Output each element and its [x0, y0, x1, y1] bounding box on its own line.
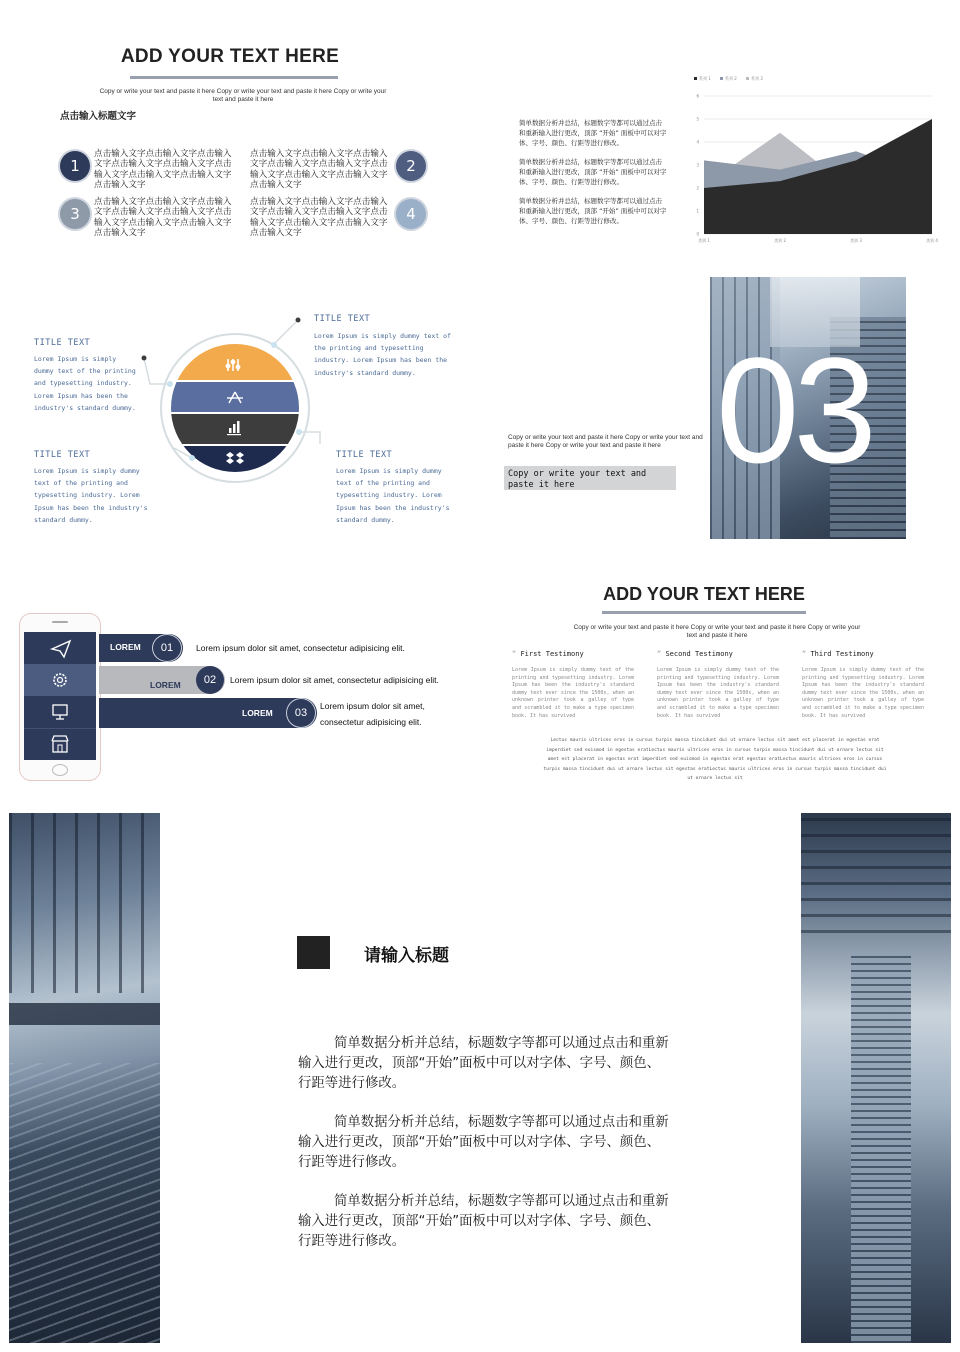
slide5-subtitle: Copy or write your text and paste it here Copy or write your text and paste it here Copy or write your text and paste it here	[573, 624, 861, 639]
y-tick-label: 5	[696, 116, 699, 122]
slide-title-photos	[0, 810, 960, 1352]
title-square-icon	[297, 936, 330, 969]
circle-diagram	[130, 308, 330, 518]
chart-paragraph-1: 简单数据分析并总结，标题数字等都可以通过点击和重新输入进行更改，顶部 “开始” 面板中可以对字体、字号、颜色、行距等进行修改。	[519, 119, 667, 147]
lorem-bar-3-number: 03	[286, 698, 316, 728]
testimony-1-text: Lorem Ipsum is simply dummy text of the printing and typesetting industry. Lorem Ipsum has been the industry's standard dummy text ever since the 1500s, when an unknown printer took a galley of type and scrambled it to make a type specimen book. It has survived	[512, 667, 634, 719]
phone-mockup	[19, 613, 101, 781]
equalizer-icon	[226, 359, 239, 371]
phone-home-button[interactable]	[52, 764, 68, 776]
testimony-3-text: Lorem Ipsum is simply dummy text of the printing and typesetting industry. Lorem Ipsum has been the industry's standard dummy text ever since the 1500s, when an unknown printer took a galley of type and scrambled it to make a type specimen book. It has survived	[802, 667, 924, 719]
y-tick-label: 2	[696, 185, 699, 191]
slide-numbered-items	[0, 0, 480, 264]
left-bottom-title: TITLE TEXT	[34, 450, 91, 460]
item-text-3: 点击输入文字点击输入文字点击输入文字点击输入文字点击输入文字点击输入文字点击输入文字点击输入文字点击输入文字	[94, 197, 232, 238]
connector-dot	[189, 455, 195, 461]
item-text-1: 点击输入文字点击输入文字点击输入文字点击输入文字点击输入文字点击输入文字点击输入文字点击输入文字点击输入文字	[94, 149, 232, 190]
y-tick-label: 6	[696, 93, 699, 99]
connector-dot	[142, 356, 147, 361]
right-bottom-text: Lorem Ipsum is simply dummy text of the printing and typesetting industry. Lorem Ipsum has been the industry's standard dummy.	[336, 467, 450, 524]
lorem-bar-1-text: Lorem ipsum dolor sit amet, consectetur adipisicing elit.	[196, 643, 405, 653]
quote-icon: “	[657, 650, 666, 658]
lorem-bar-3	[99, 698, 317, 728]
phone-row-2[interactable]	[24, 664, 96, 696]
y-tick-label: 4	[696, 139, 699, 145]
lorem-bar-2-number: 02	[196, 666, 224, 694]
left-top-title: TITLE TEXT	[34, 338, 91, 348]
right-top-title: TITLE TEXT	[314, 314, 371, 324]
slide-circle-infographic	[0, 268, 480, 558]
slide5-footer-text: Lectus mauris ultrices eros in cursus turpis massa tincidunt dui ut ornare lectus sit amet est placerat in egestas erat imperdiet sed euismod in egestas eratLectus mauris ultrices eros in cursus turpis massa tincidunt dui ut ornare lectus sit amet est placerat in egestas erat imperdiet sed euismod in egestas erat egestas eratLectus mauris ultrices eros in cursus turpis massa tincidunt dui ut ornare lectus sit egestas eratLectus mauris ultrices eros in cursus turpis massa tincidunt dui ut ornare lectus sit	[543, 738, 887, 781]
lorem-bar-3-text: Lorem ipsum dolor sit amet, consectetur adipisicing elit.	[320, 701, 425, 727]
x-tick-label: 类别 1	[698, 238, 710, 243]
lorem-bar-3-label: LOREM	[242, 708, 273, 718]
phone-row-4[interactable]	[24, 728, 96, 760]
lorem-bar-1-number: 01	[152, 634, 182, 662]
legend-swatch	[746, 77, 749, 80]
connector-dot	[296, 429, 302, 435]
big-number-03: 03	[716, 326, 871, 494]
facade-lower	[9, 1063, 160, 1343]
phone-speaker	[52, 621, 68, 623]
title-underline	[602, 611, 806, 614]
legend-entry: 系列 1	[699, 76, 711, 81]
store-icon	[24, 728, 96, 760]
legend-entry: 系列 2	[725, 76, 737, 81]
x-tick-label: 类别 4	[926, 238, 938, 243]
right-building-photo	[801, 813, 951, 1343]
y-tick-label: 3	[696, 162, 699, 168]
phone-screen	[24, 632, 96, 760]
connector-dot	[296, 318, 301, 323]
slide6-paragraph-2: 简单数据分析并总结，标题数字等都可以通过点击和重新输入进行更改，顶部“开始”面板中可以对字体、字号、颜色、行距等进行修改。	[298, 1115, 669, 1170]
gear-icon	[24, 664, 96, 696]
testimony-1-title: “ First Testimony	[512, 650, 584, 658]
chart-paragraph-2: 简单数据分析并总结，标题数字等都可以通过点击和重新输入进行更改，顶部 “开始” 面板中可以对字体、字号、颜色、行距等进行修改。	[519, 158, 667, 186]
paper-plane-icon	[24, 632, 96, 664]
legend-entry: 系列 3	[751, 76, 763, 81]
slide6-paragraph-1: 简单数据分析并总结，标题数字等都可以通过点击和重新输入进行更改，顶部“开始”面板中可以对字体、字号、颜色、行距等进行修改。	[298, 1036, 669, 1091]
connector-right-top	[274, 322, 296, 344]
right-bottom-title: TITLE TEXT	[336, 450, 393, 460]
left-bottom-text: Lorem Ipsum is simply dummy text of the printing and typesetting industry. Lorem Ipsum has been the industry's standard dummy.	[34, 467, 148, 524]
area-chart	[690, 70, 942, 250]
item-text-2: 点击输入文字点击输入文字点击输入文字点击输入文字点击输入文字点击输入文字点击输入文字点击输入文字点击输入文字	[250, 149, 388, 190]
left-building-photo	[9, 813, 160, 1343]
lorem-bar-1-label: LOREM	[110, 642, 141, 652]
testimony-2-text: Lorem Ipsum is simply dummy text of the printing and typesetting industry. Lorem Ipsum has been the industry's standard dummy text ever since the 1500s, when an unknown printer took a galley of type and scrambled it to make a type specimen book. It has survived	[657, 667, 779, 719]
building-photo	[710, 277, 906, 539]
facade-grid	[9, 813, 160, 993]
left-top-text: Lorem Ipsum is simply dummy text of the printing and typesetting industry. Lorem Ipsum has been the industry's standard dummy.	[34, 355, 136, 412]
slide6-paragraph-3: 简单数据分析并总结，标题数字等都可以通过点击和重新输入进行更改，顶部“开始”面板中可以对字体、字号、颜色、行距等进行修改。	[298, 1194, 669, 1249]
slide5-title: ADD YOUR TEXT HERE	[603, 584, 805, 604]
slide1-title: ADD YOUR TEXT HERE	[120, 46, 340, 67]
tower-shape	[851, 953, 911, 1343]
lorem-bar-2-label: LOREM	[150, 680, 181, 690]
slide1-subtitle: Copy or write your text and paste it here Copy or write your text and paste it here Copy or write your text and paste it here	[99, 88, 387, 103]
x-tick-label: 类别 3	[850, 238, 862, 243]
facade-beam	[9, 1003, 160, 1025]
phone-row-3[interactable]	[24, 696, 96, 729]
testimony-3-title: “ Third Testimony	[802, 650, 874, 658]
right-top-text: Lorem Ipsum is simply dummy text of the printing and typesetting industry. Lorem Ipsum has been the industry's standard dummy.	[314, 332, 451, 377]
slide3-copy-text: Copy or write your text and paste it here Copy or write your text and paste it here Copy or write your text and paste it here	[508, 434, 703, 449]
phone-row-1[interactable]	[24, 632, 96, 665]
chart-paragraph-3: 简单数据分析并总结，标题数字等都可以通过点击和重新输入进行更改，顶部 “开始” 面板中可以对字体、字号、颜色、行距等进行修改。	[519, 197, 667, 225]
item-text-4: 点击输入文字点击输入文字点击输入文字点击输入文字点击输入文字点击输入文字点击输入文字点击输入文字点击输入文字	[250, 197, 388, 238]
slide3-copy-box: Copy or write your text and paste it here	[504, 466, 676, 490]
band-blue	[160, 382, 310, 412]
slide6-title: 请输入标题	[364, 946, 449, 966]
slide-photo-03	[482, 268, 960, 558]
connector-dot	[271, 342, 277, 348]
number-badge-1: 1	[60, 151, 90, 181]
slide-phone-rows	[0, 560, 480, 808]
quote-icon: “	[802, 650, 811, 658]
testimony-2-title: “ Second Testimony	[657, 650, 733, 658]
number-badge-2: 2	[396, 151, 426, 181]
slide1-heading: 点击输入标题文字	[60, 111, 137, 122]
title-underline	[130, 76, 338, 79]
number-badge-3: 3	[60, 199, 90, 229]
lorem-bar-2-text: Lorem ipsum dolor sit amet, consectetur adipisicing elit.	[230, 675, 439, 685]
quote-icon: “	[512, 650, 521, 658]
facade-grid	[801, 813, 951, 933]
legend-swatch	[694, 77, 697, 80]
y-tick-label: 0	[696, 231, 699, 237]
number-badge-4: 4	[396, 199, 426, 229]
legend-swatch	[720, 77, 723, 80]
slide-testimonies	[482, 560, 960, 808]
slide-area-chart	[482, 0, 960, 264]
connector-dot	[167, 381, 173, 387]
x-tick-label: 类别 2	[774, 238, 786, 243]
monitor-icon	[24, 696, 96, 728]
y-tick-label: 1	[696, 208, 699, 214]
